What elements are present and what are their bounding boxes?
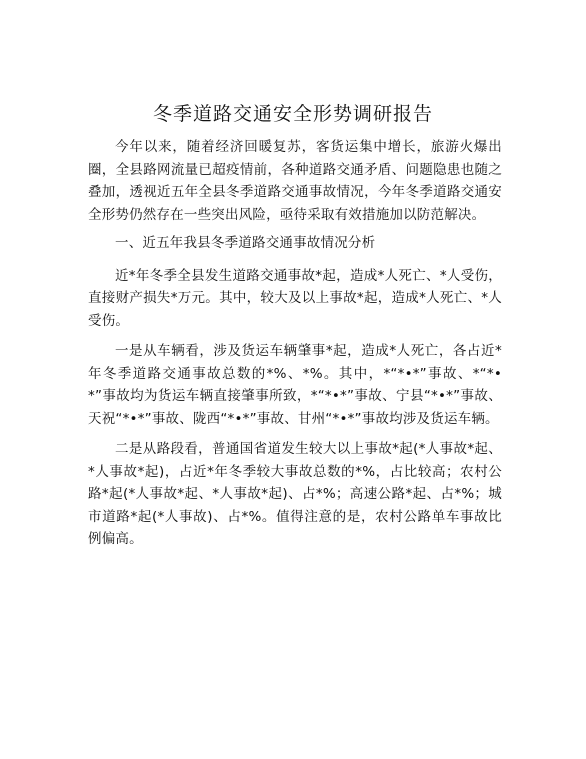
intro-paragraph: 今年以来，随着经济回暖复苏，客货运集中增长，旅游火爆出圈，全县路网流量已超疫情前，各种道路交通矛盾、问题隐患也随之叠加，透视近五年全县冬季道路交通事故情况，今年冬季道路交通安全形势仍然存在一些突出风险，亟待采取有效措施加以防范解决。: [88, 139, 502, 223]
vehicle-analysis-paragraph: 一是从车辆看，涉及货运车辆肇事*起，造成*人死亡，各占近*年冬季道路交通事故总数的*%、*%。其中，*“*•*”事故、*“*•*”事故均为货运车辆直接肇事所致，*“*•*”事故、宁县“*•*”事故、天祝“*•*”事故、陇西“*•*”事故、甘州“*•*”事故均涉及货运车辆。: [88, 343, 502, 427]
document-body: [88, 136, 502, 559]
document-title: 冬季道路交通安全形势调研报告: [152, 103, 433, 125]
summary-paragraph: 近*年冬季全县发生道路交通事故*起，造成*人死亡、*人受伤，直接财产损失*万元。其中，较大及以上事故*起，造成*人死亡、*人受伤。: [88, 267, 502, 329]
section-heading: 一、近五年我县冬季道路交通事故情况分析: [115, 235, 376, 251]
road-analysis-paragraph: 二是从路段看，普通国省道发生较大以上事故*起(*人事故*起、*人事故*起)，占近*年冬季较大事故总数的*%，占比较高；农村公路*起(*人事故*起、*人事故*起)、占*%；高速公路*起、占*%；城市道路*起(*人事故)、占*%。值得注意的是，农村公路单车事故比例偏高。: [88, 441, 502, 547]
